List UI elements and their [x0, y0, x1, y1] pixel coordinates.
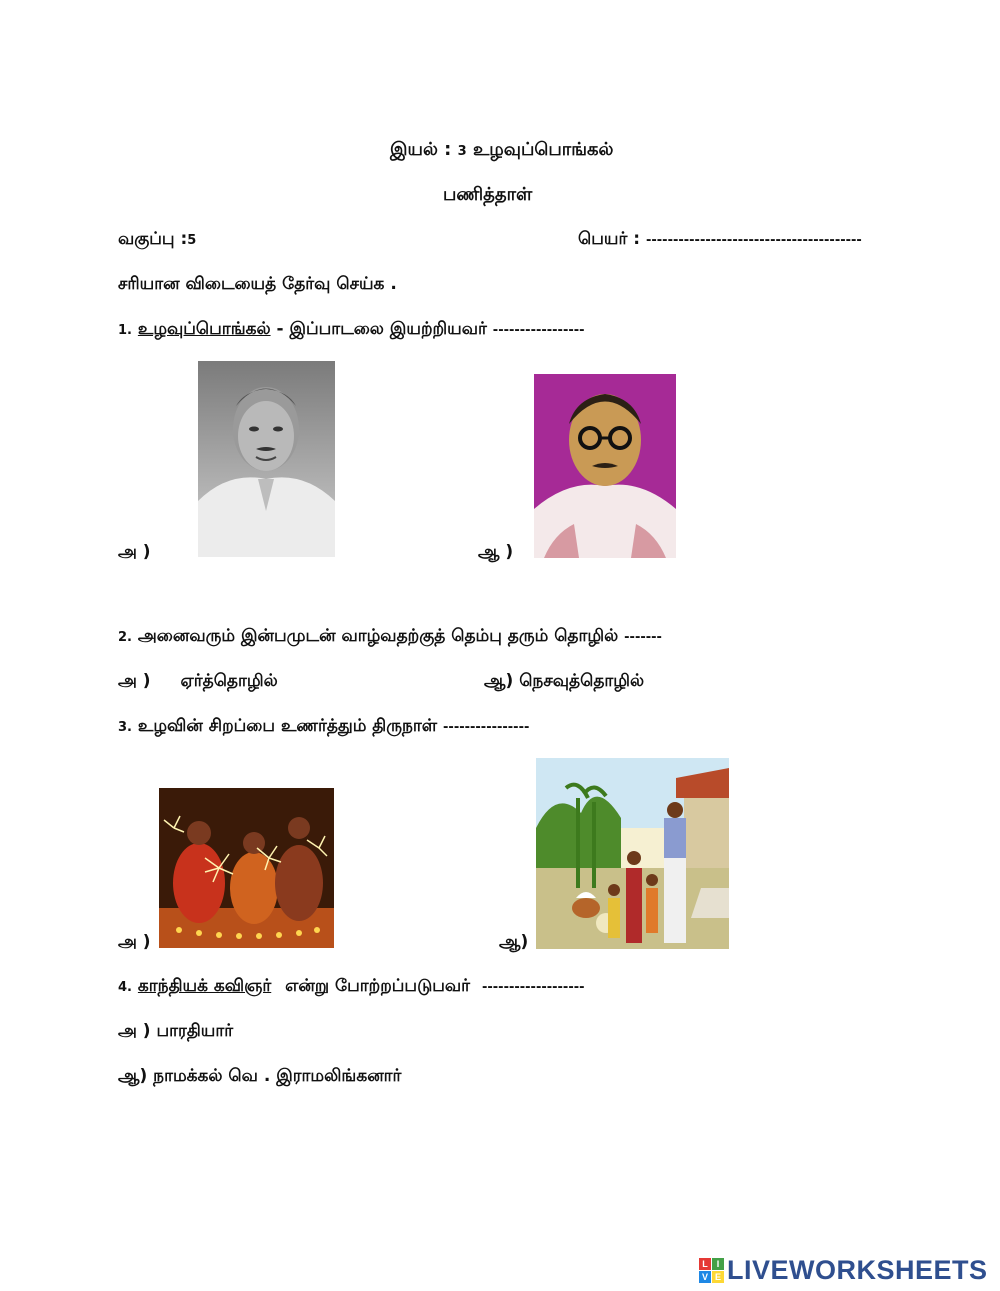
question-text: என்று போற்றப்படுபவர் — [285, 976, 471, 996]
option-a-photo-diwali[interactable] — [159, 788, 334, 948]
option-a-label: அ ) — [118, 542, 151, 562]
question-2 — [118, 626, 662, 648]
name-label: பெயர் : — [578, 229, 641, 249]
option-b-label: ஆ) — [484, 671, 514, 691]
liveworksheets-logo — [699, 1255, 988, 1286]
portrait-image — [198, 361, 335, 557]
question-4 — [118, 976, 585, 998]
name-field — [578, 229, 862, 251]
option-b-label: ஆ) — [499, 932, 529, 952]
question-text: - இப்பாடலை இயற்றியவர் — [270, 319, 487, 339]
question-number: 1. — [118, 323, 132, 338]
class-field — [118, 229, 196, 251]
chapter-title: உழவுப்பொங்கல் — [472, 139, 614, 160]
question-3 — [118, 716, 529, 738]
logo-letter: L — [699, 1258, 711, 1270]
answer-blank[interactable]: ---------------- — [443, 720, 530, 735]
portrait-image — [534, 374, 676, 558]
festival-image — [536, 758, 729, 949]
question-text: உழவின் சிறப்பை உணர்த்தும் திருநாள் — [137, 716, 438, 736]
instruction: சரியான விடையைத் தேர்வு செய்க . — [118, 274, 397, 294]
option-b-label: ஆ ) — [478, 542, 514, 562]
option-a-text: ஏர்த்தொழில் — [180, 671, 278, 691]
logo-letter: V — [699, 1271, 711, 1283]
question-number: 2. — [118, 630, 132, 645]
logo-icon — [699, 1258, 724, 1283]
option-a-photo-poet[interactable] — [198, 361, 335, 557]
question-text: அனைவரும் இன்பமுடன் வாழ்வதற்குத் தெம்பு தரும் தொழில் — [137, 626, 619, 646]
logo-letter: I — [712, 1258, 724, 1270]
option-a-label: அ ) — [118, 932, 151, 952]
answer-blank[interactable]: ----------------- — [492, 323, 585, 338]
option-b-photo-pongal[interactable] — [536, 758, 729, 949]
festival-image — [159, 788, 334, 948]
question-1 — [118, 319, 585, 341]
option-b-text: நெசவுத்தொழில் — [519, 671, 645, 691]
option-a-label: அ ) — [118, 671, 151, 691]
option-b[interactable]: ஆ) நாமக்கல் வெ . இராமலிங்கனார் — [118, 1066, 402, 1086]
worksheet-subtitle: பணித்தாள் — [443, 184, 533, 205]
chapter-heading — [390, 139, 613, 162]
poem-title: உழவுப்பொங்கல் — [137, 319, 271, 339]
option-b[interactable] — [484, 671, 644, 693]
question-number: 3. — [118, 720, 132, 735]
poet-epithet: காந்தியக் கவிஞர் — [137, 976, 272, 996]
chapter-prefix: இயல் : — [390, 139, 452, 160]
logo-letter: E — [712, 1271, 724, 1283]
brand-name: LIVEWORKSHEETS — [727, 1255, 988, 1285]
answer-blank[interactable]: ------- — [624, 630, 662, 645]
name-blank[interactable]: ---------------------------------------- — [645, 233, 862, 248]
chapter-number: 3 — [457, 144, 467, 159]
option-a[interactable] — [118, 671, 278, 693]
option-b-photo-poet[interactable] — [534, 374, 676, 558]
class-label: வகுப்பு : — [118, 229, 188, 249]
class-value: 5 — [187, 233, 197, 248]
answer-blank[interactable]: ------------------- — [481, 980, 585, 995]
option-a[interactable]: அ ) பாரதியார் — [118, 1021, 234, 1041]
question-number: 4. — [118, 980, 132, 995]
